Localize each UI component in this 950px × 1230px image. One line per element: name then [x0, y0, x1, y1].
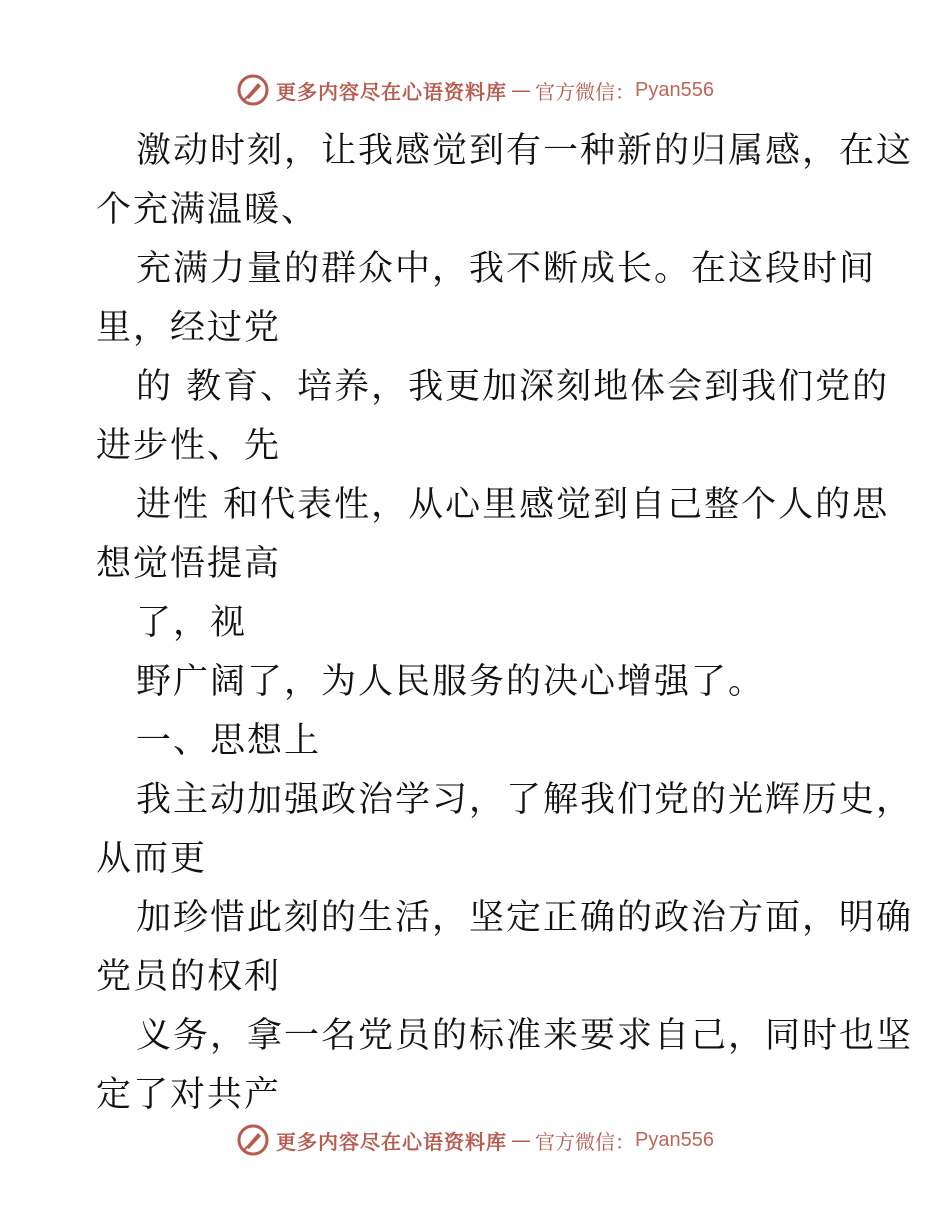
text-line: 从而更	[96, 839, 208, 879]
text-line: 义务，拿一名党员的标准来要求自己，同时也坚	[136, 1016, 914, 1056]
text-line: 里，经过党	[96, 308, 282, 348]
header-wechat-id: Pyan556	[635, 78, 714, 101]
text-line: 想觉悟提高	[96, 544, 282, 584]
text-line: 加珍惜此刻的生活，坚定正确的政治方面，明确	[136, 898, 914, 938]
feather-pen-logo-icon	[236, 1123, 270, 1157]
text-line: 我主动加强政治学习，了解我们党的光辉历史，	[136, 780, 914, 820]
header-separator: —	[511, 78, 532, 102]
text-line: 野广阔了，为人民服务的决心增强了。	[136, 662, 766, 702]
footer-separator: —	[511, 1128, 532, 1152]
footer-wechat-id: Pyan556	[635, 1128, 714, 1151]
text-line: 的 教育、培养，我更加深刻地体会到我们党的	[136, 367, 890, 407]
text-line: 党员的权利	[96, 957, 282, 997]
text-line: 进步性、先	[96, 426, 282, 466]
header-wechat-label: 官方微信：	[535, 79, 636, 104]
footer-banner	[0, 1120, 950, 1160]
text-line: 了，视	[136, 603, 248, 643]
text-line: 定了对共产	[96, 1075, 282, 1115]
text-line: 个充满温暖、	[96, 190, 319, 230]
text-line: 进性 和代表性，从心里感觉到自己整个人的思	[136, 485, 890, 525]
feather-pen-logo-icon	[236, 73, 270, 107]
text-line: 充满力量的群众中，我不断成长。在这段时间	[136, 249, 877, 289]
footer-wechat-label: 官方微信：	[535, 1129, 636, 1154]
header-title: 更多内容尽在心语资料库	[276, 79, 508, 104]
footer-title: 更多内容尽在心语资料库	[276, 1129, 508, 1154]
header-banner	[0, 70, 950, 110]
text-line: 一、思想上	[136, 721, 322, 761]
text-line: 激动时刻，让我感觉到有一种新的归属感，在这	[136, 131, 914, 171]
document-body	[96, 122, 914, 1125]
